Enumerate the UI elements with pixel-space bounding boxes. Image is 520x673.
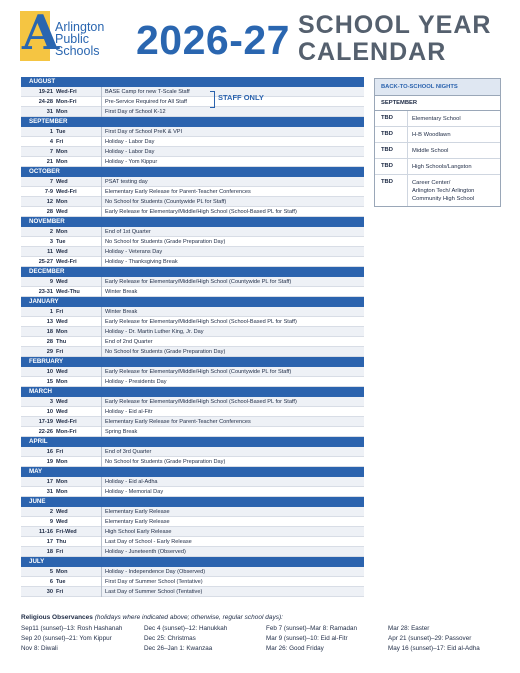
row-date: 7 (49, 179, 53, 185)
calendar-row (21, 227, 364, 237)
bts-date: TBD (381, 131, 393, 137)
row-date: 23-31 (38, 289, 53, 295)
row-description: Elementary Early Release for Parent-Teacher Conferences (101, 417, 251, 427)
calendar-row (21, 257, 364, 267)
calendar-row (21, 197, 364, 207)
row-weekday: Tue (56, 129, 66, 135)
religious-item: Sep 20 (sunset)–21: Yom Kippur (21, 635, 112, 642)
row-date: 28 (46, 339, 53, 345)
row-date: 15 (46, 379, 53, 385)
calendar-row (21, 587, 364, 597)
month-header: NOVEMBER (21, 217, 364, 227)
row-weekday: Wed-Thu (56, 289, 80, 295)
calendar-row (21, 337, 364, 347)
bts-row (375, 159, 500, 175)
staff-only-bracket (210, 91, 215, 108)
row-description: No School for Students (Grade Preparation Day) (101, 457, 225, 467)
row-date: 7-9 (44, 189, 53, 195)
row-weekday: Fri (56, 589, 64, 595)
row-description: Winter Break (101, 307, 137, 317)
row-description: Holiday - Memorial Day (101, 487, 163, 497)
row-weekday: Wed (56, 509, 68, 515)
row-description: Last Day of Summer School (Tentative) (101, 587, 202, 597)
bts-date: TBD (381, 147, 393, 153)
religious-item: Nov 8: Diwali (21, 645, 58, 652)
calendar-table (21, 77, 364, 597)
row-date: 17 (46, 479, 53, 485)
religious-column (388, 624, 480, 654)
calendar-row (21, 207, 364, 217)
month-header: OCTOBER (21, 167, 364, 177)
row-weekday: Tue (56, 579, 66, 585)
logo-text (55, 21, 104, 57)
bts-date: TBD (381, 179, 393, 185)
calendar-row (21, 457, 364, 467)
row-description: Holiday - Veterans Day (101, 247, 162, 257)
calendar-row (21, 447, 364, 457)
row-description: Holiday - Eid al-Adha (101, 477, 158, 487)
row-date: 17 (46, 539, 53, 545)
row-weekday: Mon (56, 229, 68, 235)
row-date: 9 (49, 279, 53, 285)
bts-row (375, 111, 500, 127)
title-line: SCHOOL YEAR (298, 11, 492, 39)
bts-row (375, 143, 500, 159)
row-description: Pre-Service Required for All Staff (101, 97, 187, 107)
school-year: 2026-27 (136, 17, 290, 63)
calendar-row (21, 87, 364, 97)
calendar-row (21, 407, 364, 417)
calendar-row (21, 517, 364, 527)
month-header: JUNE (21, 497, 364, 507)
row-date: 11-16 (39, 529, 53, 535)
calendar-row (21, 427, 364, 437)
religious-column (266, 624, 357, 654)
calendar-row (21, 577, 364, 587)
row-description: Elementary Early Release (101, 507, 170, 517)
row-weekday: Thu (56, 539, 67, 545)
row-description: First Day of School K-12 (101, 107, 166, 117)
row-description: High School Early Release (101, 527, 172, 537)
calendar-row (21, 187, 364, 197)
row-description: PSAT testing day (101, 177, 148, 187)
row-weekday: Mon (56, 109, 68, 115)
month-header: JULY (21, 557, 364, 567)
row-date: 7 (49, 149, 53, 155)
row-date: 13 (46, 319, 53, 325)
row-weekday: Mon (56, 199, 68, 205)
row-date: 3 (49, 399, 53, 405)
row-date: 30 (46, 589, 53, 595)
month-header: MARCH (21, 387, 364, 397)
row-date: 2 (49, 509, 53, 515)
row-description: End of 2nd Quarter (101, 337, 153, 347)
row-date: 1 (49, 129, 53, 135)
month-header: AUGUST (21, 77, 364, 87)
bts-row (375, 127, 500, 143)
row-weekday: Mon (56, 329, 68, 335)
logo-line: Public (55, 32, 90, 46)
row-weekday: Wed (56, 179, 68, 185)
row-weekday: Wed-Fri (56, 419, 77, 425)
calendar-row (21, 367, 364, 377)
calendar-row (21, 177, 364, 187)
religious-item: Dec 26–Jan 1: Kwanzaa (144, 645, 213, 652)
month-header: MAY (21, 467, 364, 477)
title-line: CALENDAR (298, 38, 447, 66)
row-description: BASE Camp for new T-Scale Staff (101, 87, 190, 97)
bts-title: BACK-TO-SCHOOL NIGHTS (375, 79, 500, 96)
bts-school: Career Center/ Arlington Tech/ Arlington Community High School (407, 175, 500, 206)
row-weekday: Wed (56, 209, 68, 215)
row-weekday: Wed-Fri (56, 89, 77, 95)
row-description: End of 1st Quarter (101, 227, 151, 237)
religious-item: Dec 4 (sunset)–12: Hanukkah (144, 625, 228, 632)
row-weekday: Mon (56, 569, 68, 575)
bts-month: SEPTEMBER (375, 96, 500, 111)
row-date: 24-28 (38, 99, 53, 105)
logo-line: Schools (55, 44, 100, 58)
row-weekday: Wed (56, 319, 68, 325)
calendar-row (21, 397, 364, 407)
row-date: 11 (47, 249, 53, 255)
row-weekday: Fri (56, 449, 64, 455)
calendar-row (21, 507, 364, 517)
row-description: Early Release for Elementary/Middle/High School (School-Based PL for Staff) (101, 317, 297, 327)
row-description: Holiday - Dr. Martin Luther King, Jr. Day (101, 327, 204, 337)
row-date: 10 (46, 369, 53, 375)
calendar-row (21, 327, 364, 337)
row-date: 21 (46, 159, 53, 165)
religious-item: Mar 28: Easter (388, 625, 430, 632)
row-date: 29 (46, 349, 53, 355)
row-description: First Day of Summer School (Tentative) (101, 577, 203, 587)
row-weekday: Fri-Wed (56, 529, 77, 535)
calendar-row (21, 147, 364, 157)
religious-column (21, 624, 122, 654)
month-header: FEBRUARY (21, 357, 364, 367)
logo-line: Arlington (55, 20, 105, 34)
calendar-row (21, 527, 364, 537)
calendar-row (21, 547, 364, 557)
row-weekday: Wed (56, 519, 68, 525)
row-weekday: Wed (56, 399, 68, 405)
calendar-row (21, 247, 364, 257)
calendar-row (21, 107, 364, 117)
bts-school: High Schools/Langston (407, 159, 500, 174)
row-weekday: Mon-Fri (56, 429, 77, 435)
religious-column (144, 624, 227, 654)
row-date: 22-26 (38, 429, 53, 435)
month-header: JANUARY (21, 297, 364, 307)
row-weekday: Mon (56, 159, 68, 165)
calendar-row (21, 277, 364, 287)
row-description: Early Release for Elementary/Middle/High School (Countywide PL for Staff) (101, 367, 291, 377)
row-date: 10 (46, 409, 53, 415)
calendar-row (21, 127, 364, 137)
bts-row (375, 175, 500, 206)
month-header: APRIL (21, 437, 364, 447)
row-date: 25-27 (38, 259, 53, 265)
row-weekday: Fri (56, 139, 64, 145)
religious-item: Apr 21 (sunset)–29: Passover (388, 635, 472, 642)
row-description: Early Release for Elementary/Middle/High School (School-Based PL for Staff) (101, 207, 297, 217)
row-weekday: Wed (56, 409, 68, 415)
religious-item: Mar 26: Good Friday (266, 645, 324, 652)
calendar-row (21, 97, 364, 107)
bts-date: TBD (381, 115, 393, 121)
row-description: Holiday - Labor Day (101, 147, 154, 157)
calendar-row (21, 377, 364, 387)
row-date: 9 (49, 519, 53, 525)
row-date: 28 (46, 209, 53, 215)
calendar-row (21, 157, 364, 167)
row-description: Holiday - Juneteenth (Observed) (101, 547, 186, 557)
row-weekday: Wed (56, 249, 68, 255)
row-weekday: Wed (56, 369, 68, 375)
logo-letter: A (22, 5, 60, 61)
row-date: 6 (49, 579, 53, 585)
calendar-row (21, 537, 364, 547)
calendar-row (21, 347, 364, 357)
row-date: 1 (49, 309, 53, 315)
row-description: Holiday - Thanksgiving Break (101, 257, 178, 267)
calendar-row (21, 487, 364, 497)
row-date: 19-21 (38, 89, 53, 95)
religious-observances (21, 614, 501, 660)
row-date: 4 (49, 139, 53, 145)
row-date: 31 (46, 109, 53, 115)
row-description: Spring Break (101, 427, 137, 437)
row-weekday: Mon (56, 379, 68, 385)
row-weekday: Mon (56, 479, 68, 485)
row-date: 2 (49, 229, 53, 235)
religious-item: Sep11 (sunset)–13: Rosh Hashanah (21, 625, 123, 632)
row-date: 3 (49, 239, 53, 245)
row-weekday: Mon (56, 149, 68, 155)
row-description: End of 3rd Quarter (101, 447, 151, 457)
month-header: SEPTEMBER (21, 117, 364, 127)
row-description: Winter Break (101, 287, 137, 297)
month-header: DECEMBER (21, 267, 364, 277)
row-description: Holiday - Independence Day (Observed) (101, 567, 205, 577)
religious-item: Dec 25: Christmas (144, 635, 196, 642)
row-date: 16 (46, 449, 53, 455)
calendar-row (21, 477, 364, 487)
row-description: Elementary Early Release for Parent-Teacher Conferences (101, 187, 251, 197)
row-weekday: Mon-Fri (56, 99, 77, 105)
back-to-school-nights-table (374, 78, 501, 207)
calendar-row (21, 317, 364, 327)
row-weekday: Mon (56, 459, 68, 465)
religious-title-bold: Religious Observances (21, 614, 93, 621)
bts-school: Middle School (407, 143, 500, 158)
row-description: Last Day of School - Early Release (101, 537, 192, 547)
row-description: Early Release for Elementary/Middle/High School (School-Based PL for Staff) (101, 397, 297, 407)
page-title (298, 12, 491, 66)
row-weekday: Fri (56, 349, 64, 355)
calendar-row (21, 567, 364, 577)
row-weekday: Wed-Fri (56, 189, 77, 195)
religious-item: Feb 7 (sunset)–Mar 8: Ramadan (266, 625, 357, 632)
row-date: 19 (46, 459, 53, 465)
row-weekday: Wed-Fri (56, 259, 77, 265)
page-header (0, 0, 520, 72)
staff-only-label: STAFF ONLY (218, 93, 264, 102)
calendar-row (21, 307, 364, 317)
row-date: 31 (46, 489, 53, 495)
row-weekday: Tue (56, 239, 66, 245)
row-weekday: Fri (56, 549, 64, 555)
religious-title-note: (holidays where indicated above; otherwise, regular school days): (92, 614, 283, 621)
row-date: 17-19 (38, 419, 53, 425)
row-description: Holiday - Labor Day (101, 137, 154, 147)
bts-school: Elementary School (407, 111, 500, 126)
row-description: No School for Students (Countywide PL for Staff) (101, 197, 226, 207)
calendar-row (21, 287, 364, 297)
row-weekday: Mon (56, 489, 68, 495)
religious-item: May 16 (sunset)–17: Eid al-Adha (388, 645, 480, 652)
row-description: No School for Students (Grade Preparation Day) (101, 237, 225, 247)
row-weekday: Wed (56, 279, 68, 285)
row-description: Early Release for Elementary/Middle/High School (Countywide PL for Staff) (101, 277, 291, 287)
row-date: 12 (46, 199, 53, 205)
religious-title (21, 614, 501, 621)
row-description: First Day of School PreK & VPI (101, 127, 182, 137)
calendar-row (21, 137, 364, 147)
row-description: Holiday - Eid al-Fitr (101, 407, 153, 417)
row-description: Elementary Early Release (101, 517, 170, 527)
row-date: 5 (49, 569, 53, 575)
religious-item: Mar 9 (sunset)–10: Eid al-Fitr (266, 635, 348, 642)
row-weekday: Thu (56, 339, 67, 345)
calendar-row (21, 237, 364, 247)
row-date: 18 (46, 329, 53, 335)
bts-school: H-B Woodlawn (407, 127, 500, 142)
row-weekday: Fri (56, 309, 64, 315)
row-date: 18 (46, 549, 53, 555)
row-description: Holiday - Yom Kippur (101, 157, 157, 167)
row-description: Holiday - Presidents Day (101, 377, 167, 387)
row-description: No School for Students (Grade Preparation Day) (101, 347, 225, 357)
bts-date: TBD (381, 163, 393, 169)
calendar-row (21, 417, 364, 427)
